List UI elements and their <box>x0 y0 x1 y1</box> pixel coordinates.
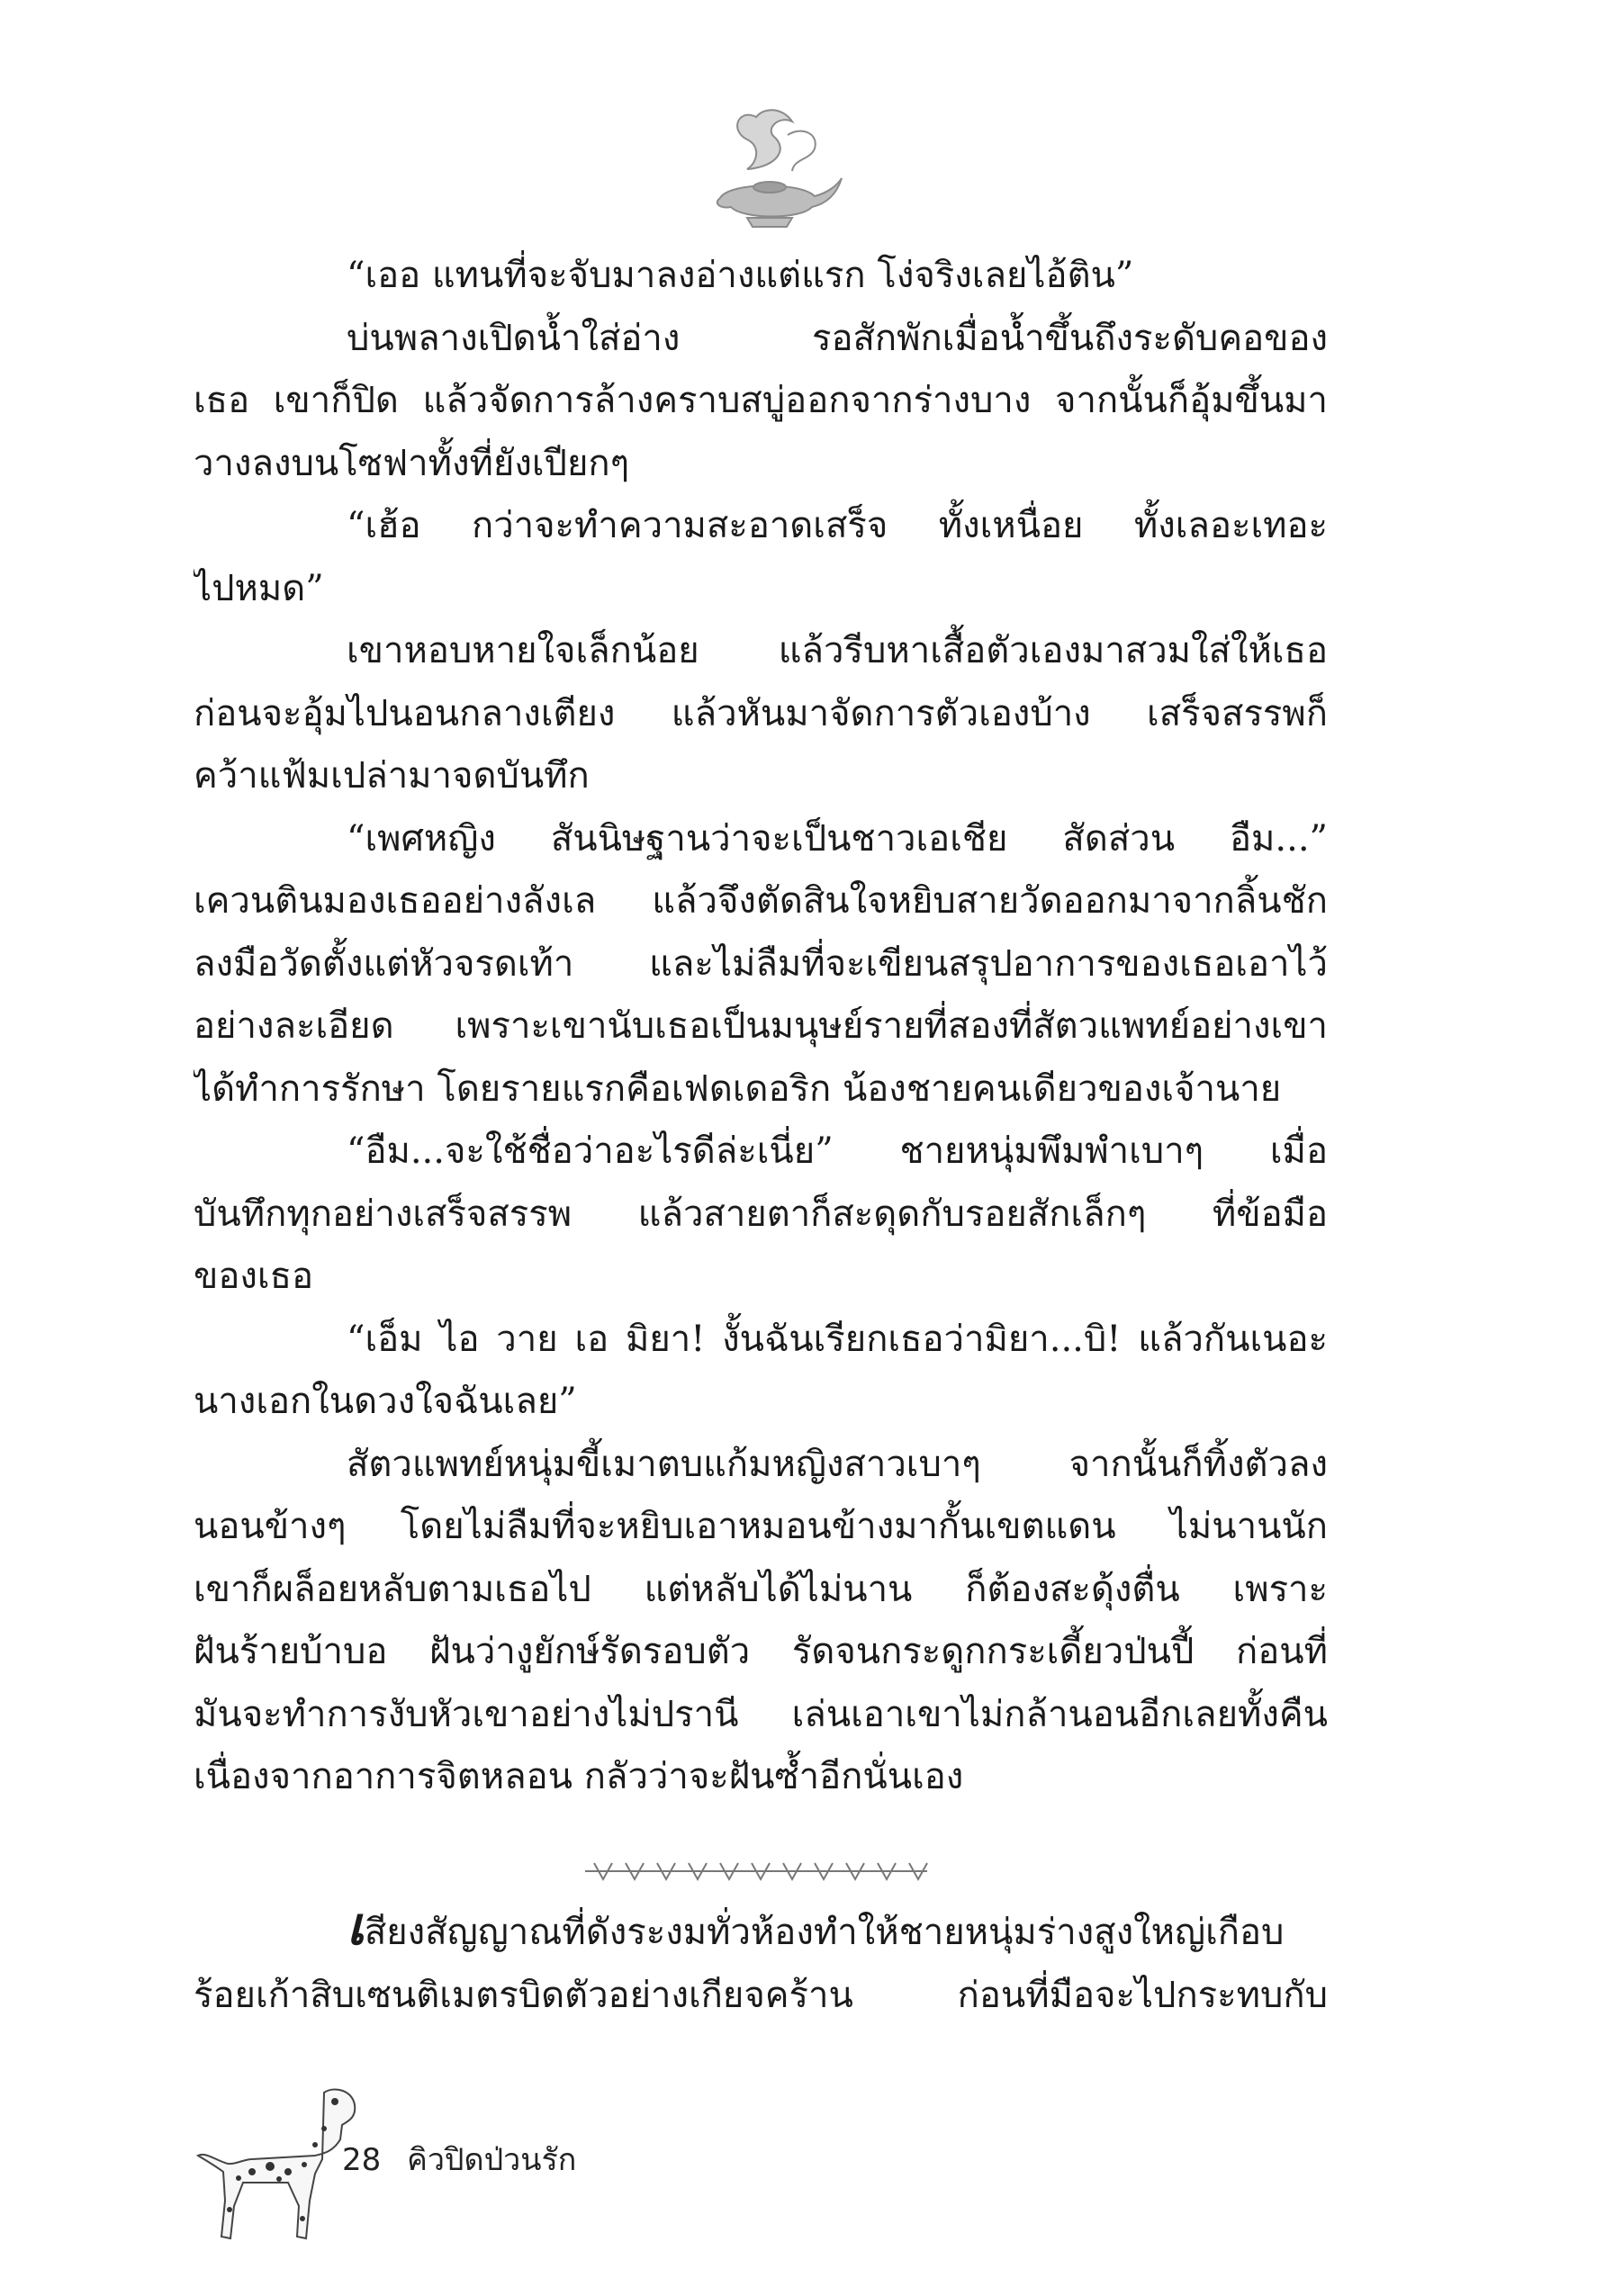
vine-divider-icon <box>576 1856 936 1886</box>
text-line: “เพศหญิง สันนิษฐานว่าจะเป็นชาวเอเชีย สัดส่วน อืม...” <box>347 817 1328 860</box>
text-line: เขาหอบหายใจเล็กน้อย แล้วรีบหาเสื้อตัวเองมาสวมใส่ให้เธอ <box>347 630 1328 671</box>
text-line: อย่างละเอียด เพราะเขานับเธอเป็นมนุษย์รายที่สองที่สัตวแพทย์อย่างเขา <box>194 1005 1328 1047</box>
drop-cap: เ <box>347 1901 365 1957</box>
section2-line: ร้อยเก้าสิบเซนติเมตรบิดตัวอย่างเกียจคร้าน ก่อนที่มือจะไปกระทบกับ <box>194 1974 1328 2016</box>
text-line: ก่อนจะอุ้มไปนอนกลางเตียง แล้วหันมาจัดการตัวเองบ้าง เสร็จสรรพก็ <box>194 692 1328 734</box>
text-line: บันทึกทุกอย่างเสร็จสรรพ แล้วสายตาก็สะดุดกับรอยสักเล็กๆ ที่ข้อมือ <box>194 1193 1328 1235</box>
section2-text <box>194 1901 1328 2026</box>
main-text <box>194 245 1328 1809</box>
text-line: “เอ็ม ไอ วาย เอ มิยา! งั้นฉันเรียกเธอว่ามิยา...บิ! แล้วกันเนอะ <box>347 1318 1328 1360</box>
genie-lamp-icon <box>693 99 846 234</box>
book-title: คิวปิดป่วนรัก <box>407 2142 577 2178</box>
page-number: 28 <box>342 2142 382 2178</box>
text-line: นอนข้างๆ โดยไม่ลืมที่จะหยิบเอาหมอนข้างมากั้นเขตแดน ไม่นานนัก <box>194 1506 1328 1547</box>
text-line: ของเธอ <box>194 1256 314 1297</box>
text-line: บ่นพลางเปิดน้ำใส่อ่าง รอสักพักเมื่อน้ำขึ้นถึงระดับคอของ <box>347 317 1328 359</box>
text-line: สียงสัญญาณที่ดังระงมทั่วห้องทำให้ชายหนุ่มร่างสูงใหญ่เกือบ <box>364 1912 1285 1953</box>
text-line: คว้าแฟ้มเปล่ามาจดบันทึก <box>194 755 590 797</box>
text-line: มันจะทำการงับหัวเขาอย่างไม่ปรานี เล่นเอาเขาไม่กล้านอนอีกเลยทั้งคืน <box>194 1693 1328 1735</box>
text-line: “เฮ้อ กว่าจะทำความสะอาดเสร็จ ทั้งเหนื่อย ทั้งเลอะเทอะ <box>347 505 1328 546</box>
text-line: เขาก็ผล็อยหลับตามเธอไป แต่หลับได้ไม่นาน ก็ต้องสะดุ้งตื่น เพราะ <box>194 1568 1328 1610</box>
text-line: นางเอกในดวงใจฉันเลย” <box>194 1381 577 1422</box>
text-line: วางลงบนโซฟาทั้งที่ยังเปียกๆ <box>194 442 630 484</box>
text-line: เควนตินมองเธออย่างลังเล แล้วจึงตัดสินใจหยิบสายวัดออกมาจากลิ้นชัก <box>194 880 1328 922</box>
text-line: ลงมือวัดตั้งแต่หัวจรดเท้า และไม่ลืมที่จะเขียนสรุปอาการของเธอเอาไว้ <box>194 942 1328 985</box>
text-line: “เออ แทนที่จะจับมาลงอ่างแต่แรก โง่จริงเลยไอ้ติน” <box>347 255 1134 296</box>
text-line: “อืม...จะใช้ชื่อว่าอะไรดีล่ะเนี่ย” ชายหนุ่มพึมพำเบาๆ เมื่อ <box>347 1130 1328 1172</box>
text-line: เนื่องจากอาการจิตหลอน กลัวว่าจะฝันซ้ำอีกนั่นเอง <box>194 1756 964 1797</box>
text-line: เธอ เขาก็ปิด แล้วจัดการล้างคราบสบู่ออกจากร่างบาง จากนั้นก็อุ้มขึ้นมา <box>194 380 1328 421</box>
text-line: สัตวแพทย์หนุ่มขี้เมาตบแก้มหญิงสาวเบาๆ จากนั้นก็ทิ้งตัวลง <box>347 1443 1328 1485</box>
section2-line <box>194 1901 1328 1964</box>
page-footer <box>342 2135 576 2183</box>
text-line: ฝันร้ายบ้าบอ ฝันว่างูยักษ์รัดรอบตัว รัดจนกระดูกกระเดี้ยวป่นปี้ ก่อนที่ <box>194 1631 1328 1672</box>
text-line: ได้ทำการรักษา โดยรายแรกคือเฟดเดอริก น้องชายคนเดียวของเจ้านาย <box>194 1067 1282 1110</box>
text-line: ไปหมด” <box>194 567 324 609</box>
